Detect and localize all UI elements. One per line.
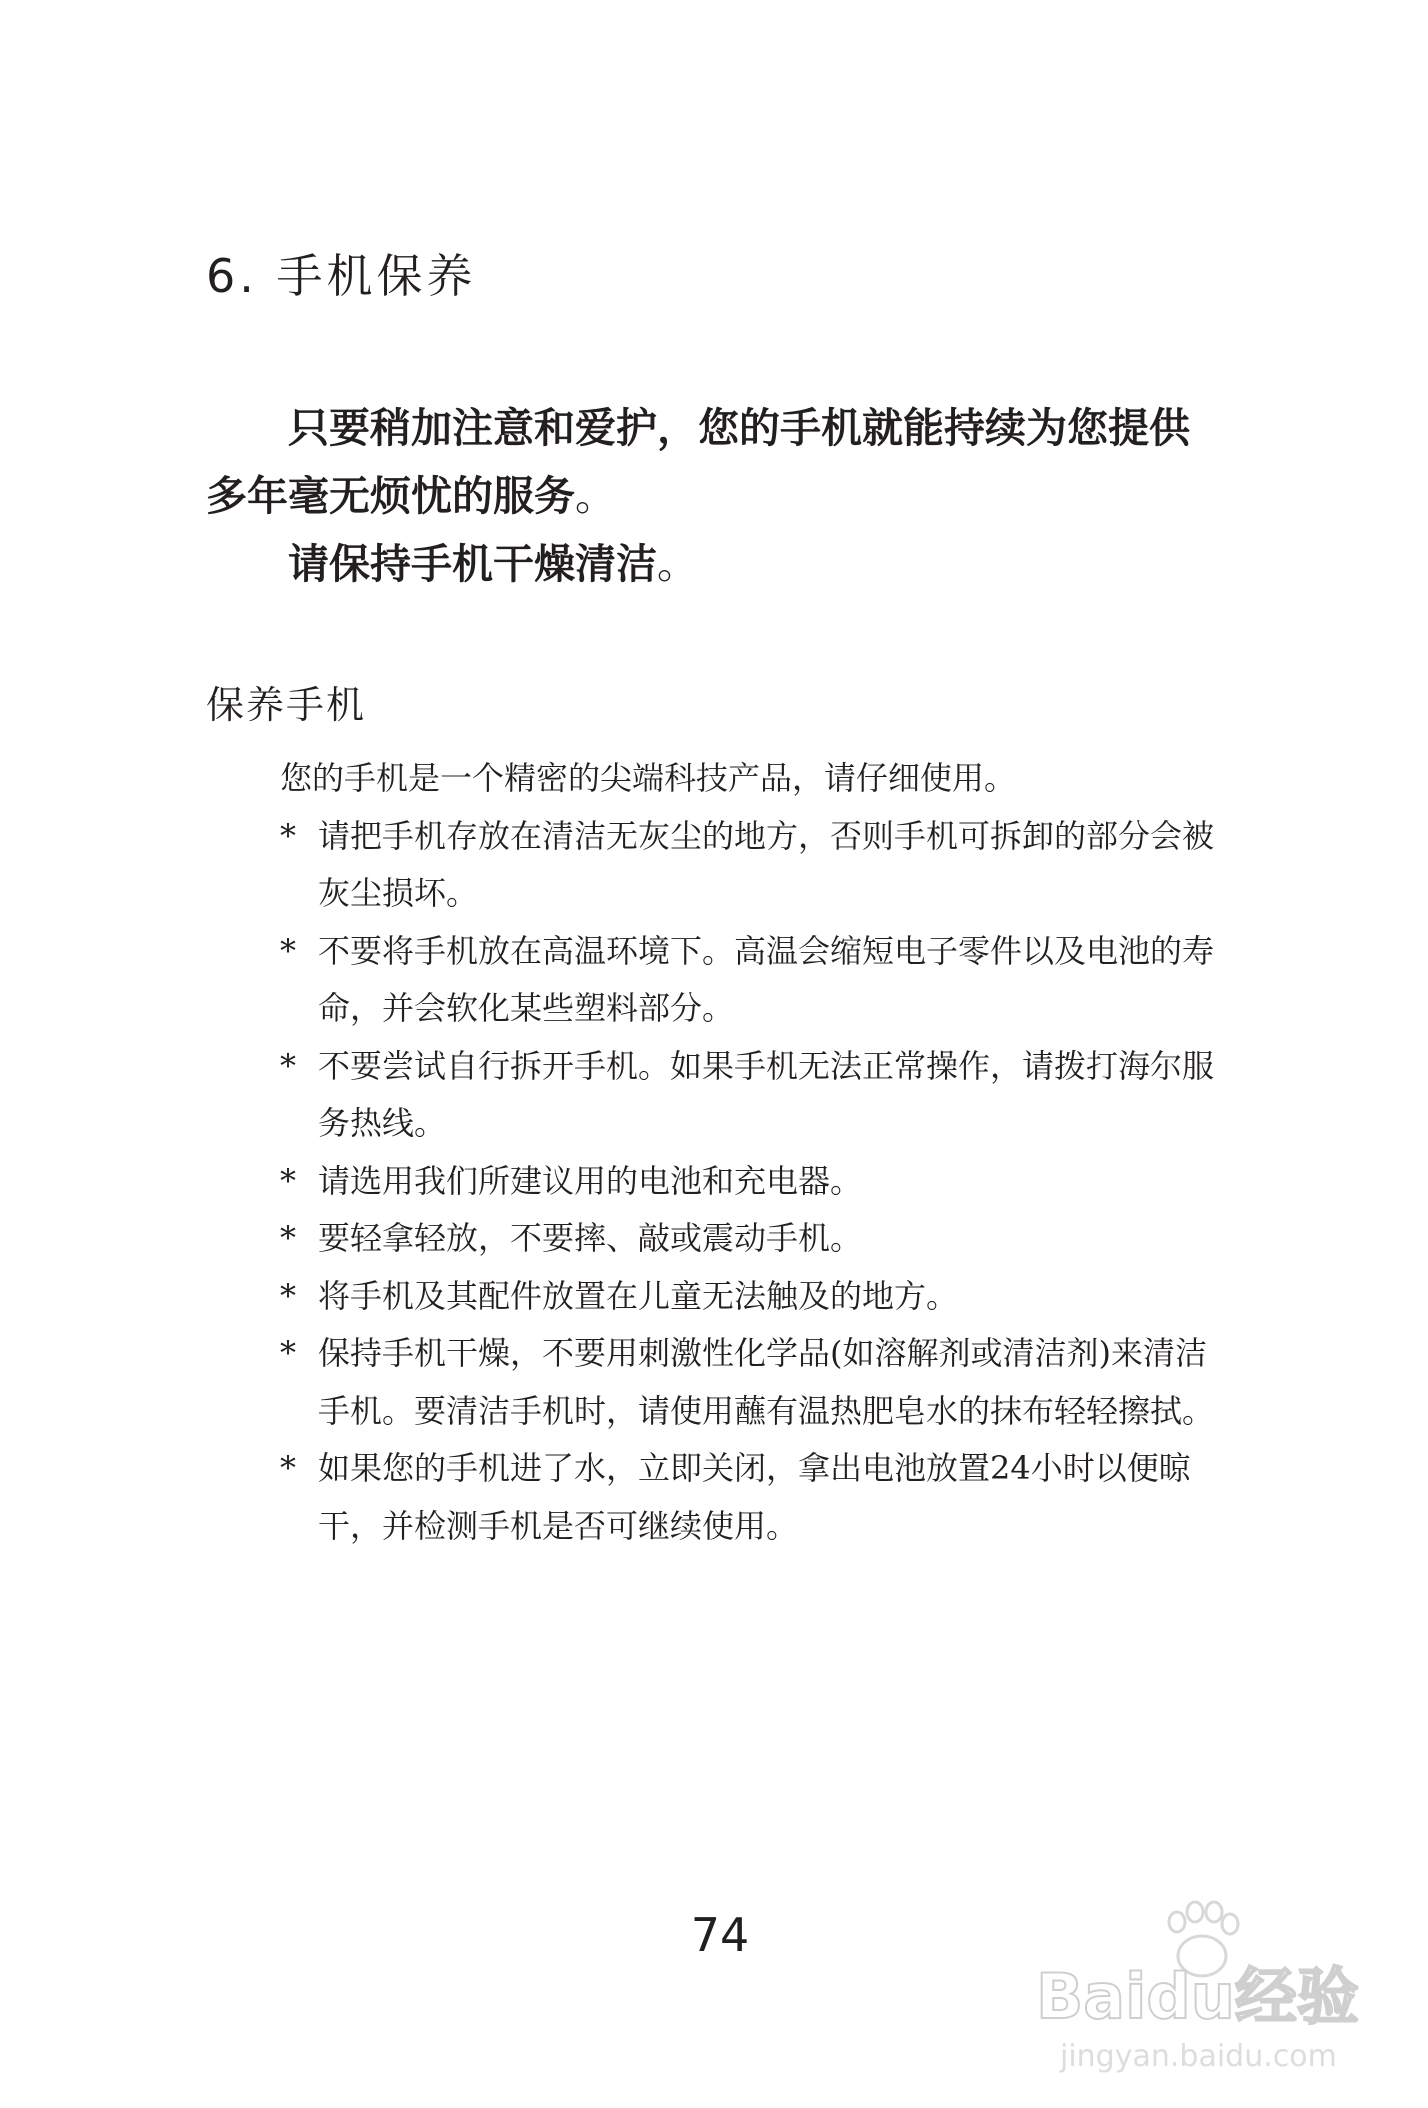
care-item-text: 如果您的手机进了水，立即关闭，拿出电池放置24小时以便晾干，并检测手机是否可继续使用。: [318, 1449, 1191, 1545]
care-item: [280, 1210, 1220, 1268]
care-item: [280, 1440, 1220, 1555]
asterisk-icon: *: [280, 1046, 296, 1085]
intro-line-2-text: 请保持手机干燥清洁: [288, 540, 657, 588]
intro-line-2: [206, 530, 1226, 598]
care-item: [280, 1038, 1220, 1153]
asterisk-icon: *: [280, 1161, 296, 1200]
watermark-brand: Baidu经验: [1036, 1960, 1359, 2033]
care-item-text: 请把手机存放在清洁无灰尘的地方，否则手机可拆卸的部分会被灰尘损坏。: [318, 816, 1215, 912]
care-item: [280, 1268, 1220, 1326]
intro-line-1: [206, 394, 1226, 530]
care-item-text: 保持手机干燥，不要用刺激性化学品(如溶解剂或清洁剂)来清洁手机。要清洁手机时，请使用蘸有温热肥皂水的抹布轻轻擦拭。: [318, 1334, 1215, 1430]
care-item-text: 不要尝试自行拆开手机。如果手机无法正常操作，请拨打海尔服务热线。: [318, 1046, 1215, 1142]
intro-paragraph: [206, 394, 1226, 598]
page-number: 74: [690, 1908, 750, 1962]
asterisk-icon: *: [280, 1276, 296, 1315]
intro-line-1-period: 。: [575, 472, 616, 520]
care-item: [280, 1153, 1220, 1211]
care-lead: 您的手机是一个精密的尖端科技产品，请仔细使用。: [280, 759, 1017, 797]
care-section: [280, 750, 1220, 1555]
asterisk-icon: *: [280, 1449, 296, 1487]
care-item-text: 要轻拿轻放，不要摔、敲或震动手机。: [318, 1219, 863, 1257]
intro-line-2-period: 。: [657, 540, 698, 588]
care-item: [280, 923, 1220, 1038]
care-item-text: 将手机及其配件放置在儿童无法触及的地方。: [318, 1276, 959, 1315]
asterisk-icon: *: [280, 816, 296, 855]
care-item-text: 请选用我们所建议用的电池和充电器。: [318, 1161, 863, 1200]
asterisk-icon: *: [280, 1219, 296, 1257]
asterisk-icon: *: [280, 1334, 296, 1372]
care-item-text: 不要将手机放在高温环境下。高温会缩短电子零件以及电池的寿命，并会软化某些塑料部分。: [318, 931, 1215, 1027]
baidu-jingyan-watermark: [1030, 1900, 1360, 2090]
section-title: 6. 手机保养: [206, 249, 477, 303]
watermark-url: jingyan.baidu.com: [1060, 2039, 1337, 2074]
care-item: [280, 808, 1220, 923]
intro-line-1-text: 只要稍加注意和爱护，您的手机就能持续为您提供多年毫无烦忧的服务: [206, 404, 1190, 520]
asterisk-icon: *: [280, 931, 296, 970]
care-item: [280, 1325, 1220, 1440]
care-heading: 保养手机: [206, 683, 367, 727]
care-list: [280, 808, 1220, 1556]
